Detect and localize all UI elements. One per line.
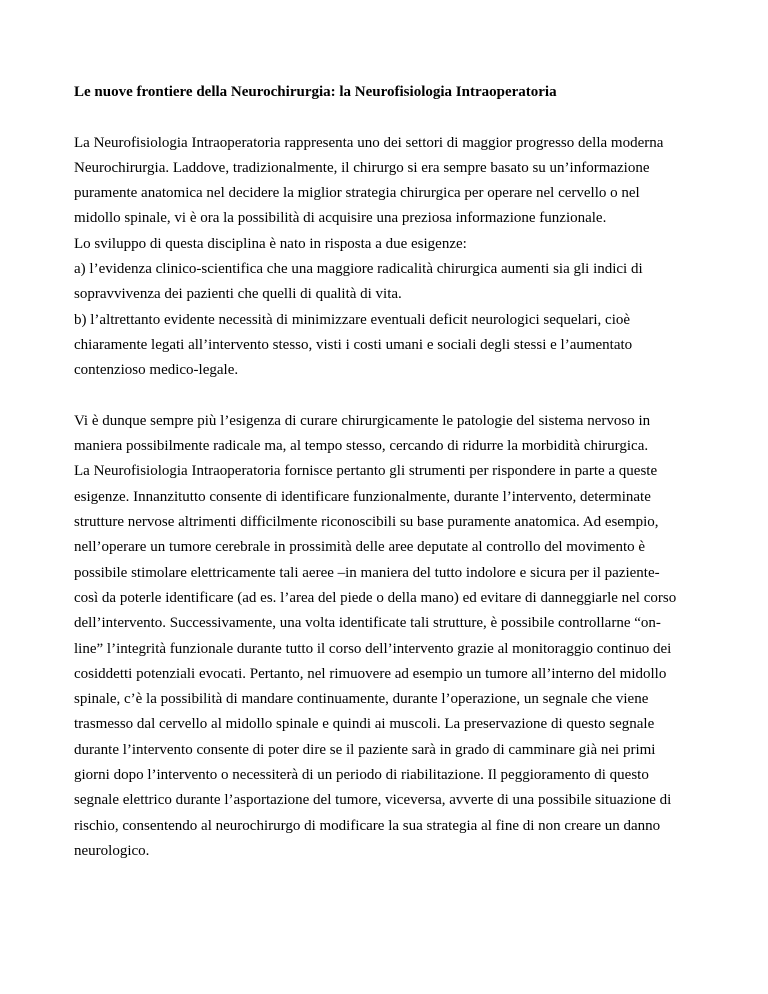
text-line: puramente anatomica nel decidere la miglior strategia chirurgica per operare nel cervello o nel (74, 185, 640, 202)
text-line: trasmesso dal cervello al midollo spinale e quindi ai muscoli. La preservazione di questo segnale (74, 716, 655, 733)
text-line: La Neurofisiologia Intraoperatoria rappresenta uno dei settori di maggior progresso della moderna (74, 134, 664, 151)
text-line: sopravvivenza dei pazienti che quelli di qualità di vita. (74, 286, 402, 303)
text-line: dell’intervento. Successivamente, una volta identificate tali strutture, è possibile controllarne “on- (74, 615, 661, 632)
text-line: esigenze. Innanzitutto consente di identificare funzionalmente, durante l’intervento, determinate (74, 488, 651, 505)
text-line: possibile stimolare elettricamente tali aeree –in maniera del tutto indolore e sicura per il paziente- (74, 564, 660, 581)
text-line: La Neurofisiologia Intraoperatoria fornisce pertanto gli strumenti per rispondere in parte a queste (74, 463, 658, 480)
text-line: neurologico. (74, 842, 150, 859)
text-line: chiaramente legati all’intervento stesso, visti i costi umani e sociali degli stessi e l’aumentato (74, 336, 633, 353)
text-line: Vi è dunque sempre più l’esigenza di curare chirurgicamente le patologie del sistema nervoso in (74, 412, 651, 429)
text-line: b) l’altrettanto evidente necessità di minimizzare eventuali deficit neurologici sequelari, cioè (74, 311, 631, 328)
text-line: rischio, consentendo al neurochirurgo di modificare la sua strategia al fine di non creare un danno (74, 817, 661, 834)
text-line: durante l’intervento consente di poter dire se il paziente sarà in grado di camminare già nei primi (74, 741, 656, 758)
document-page (74, 80, 714, 864)
text-line: così da poterle identificare (ad es. l’area del piede o della mano) ed evitare di danneggiarle nel corso (74, 589, 677, 606)
text-line: Neurochirurgia. Laddove, tradizionalmente, il chirurgo si era sempre basato su un’informazione (74, 159, 650, 176)
paragraph-body (74, 409, 714, 864)
paragraph-intro (74, 131, 714, 384)
text-line: segnale elettrico durante l’asportazione del tumore, viceversa, avverte di una possibile situazione di (74, 792, 672, 809)
text-line: spinale, c’è la possibilità di mandare continuamente, durante l’operazione, un segnale che viene (74, 691, 649, 708)
text-line: maniera possibilmente radicale ma, al tempo stesso, cercando di ridurre la morbidità chirurgica. (74, 438, 649, 455)
text-line: strutture nervose altrimenti difficilmente riconoscibili su base puramente anatomica. Ad esempio, (74, 514, 659, 531)
text-line: cosiddetti potenziali evocati. Pertanto, nel rimuovere ad esempio un tumore all’interno del midollo (74, 665, 667, 682)
text-line: giorni dopo l’intervento o necessiterà di un periodo di riabilitazione. Il peggioramento di questo (74, 767, 649, 784)
text-line: midollo spinale, vi è ora la possibilità di acquisire una preziosa informazione funzionale. (74, 210, 607, 227)
text-line: contenzioso medico-legale. (74, 362, 239, 379)
text-line: line” l’integrità funzionale durante tutto il corso dell’intervento grazie al monitoraggio continuo dei (74, 640, 672, 657)
text-line: a) l’evidenza clinico-scientifica che una maggiore radicalità chirurgica aumenti sia gli indici di (74, 261, 643, 278)
text-line: Lo sviluppo di questa disciplina è nato in risposta a due esigenze: (74, 235, 467, 252)
document-title: Le nuove frontiere della Neurochirurgia: la Neurofisiologia Intraoperatoria (74, 84, 557, 100)
text-line: nell’operare un tumore cerebrale in prossimità delle aree deputate al controllo del movimento è (74, 539, 646, 556)
